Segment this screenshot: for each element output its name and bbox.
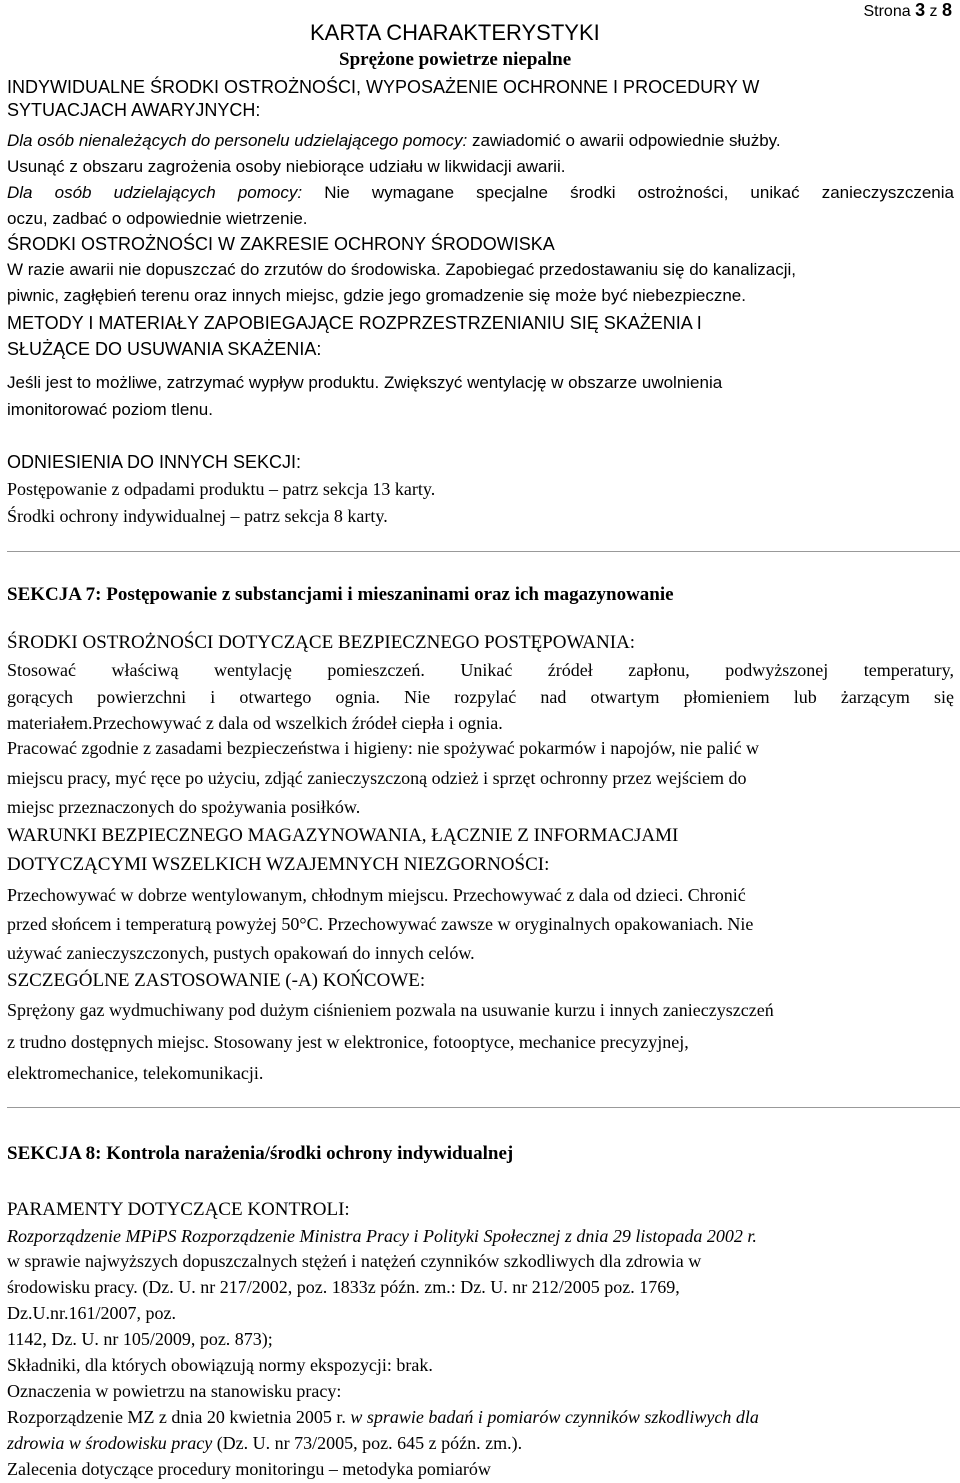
paragraph-storage-3: używać zanieczyszczonych, pustych opakowań do innych celów.: [7, 943, 475, 963]
regulation-line-1: Rozporządzenie MPiPS Rozporządzenie Ministra Pracy i Polityki Społecznej z dnia 29 listopada 2002 r.: [7, 1226, 757, 1246]
section-divider: [7, 1107, 960, 1108]
paragraph-hygiene-2: miejscu pracy, myć ręce po użyciu, zdjąć zanieczyszczoną odzież i sprzęt ochronny przez wejściem do: [7, 768, 747, 788]
paragraph-environment-2: piwnic, zagłębień terenu oraz innych miejsc, gdzie jego gromadzenie się może być niebezpieczne.: [7, 286, 746, 305]
heading-containment: METODY I MATERIAŁY ZAPOBIEGAJĄCE ROZPRZESTRZENIANIU SIĘ SKAŻENIA I SŁUŻĄCE DO USUWANIA SKAŻENIA:: [7, 313, 702, 359]
monitoring-recommendations: Zalecenia dotyczące procedury monitoringu – metodyka pomiarów: [7, 1459, 491, 1479]
paragraph-hygiene-3: miejsc przeznaczonych do spożywania posiłków.: [7, 797, 361, 817]
heading-personal-precautions: INDYWIDUALNE ŚRODKI OSTROŻNOŚCI, WYPOSAŻENIE OCHRONNE I PROCEDURY W SYTUACJACH AWARYJNYCH:: [7, 77, 760, 120]
section-7-title: SEKCJA 7: Postępowanie z substancjami i mieszaninami oraz ich magazynowanie: [7, 584, 674, 605]
paragraph-uses-2: z trudno dostępnych miejsc. Stosowany jest w elektronice, fotooptyce, mechanice precyzyjnej,: [7, 1032, 689, 1052]
paragraph-storage-1: Przechowywać w dobrze wentylowanym, chłodnym miejscu. Przechowywać z dala od dzieci. Chronić: [7, 885, 746, 905]
regulation-line-5: 1142, Dz. U. nr 105/2009, poz. 873);: [7, 1329, 273, 1349]
paragraph-methods-2: imonitorować poziom tlenu.: [7, 400, 213, 419]
heading-safe-handling: ŚRODKI OSTROŻNOŚCI DOTYCZĄCE BEZPIECZNEGO POSTĘPOWANIA:: [7, 632, 636, 653]
heading-control-parameters: PARAMENTY DOTYCZĄCE KONTROLI:: [7, 1199, 350, 1220]
paragraph-emergency-responders: Dla osób udzielających pomocy: Nie wymagane specjalne środki ostrożności, unikać zanieczyszczenia: [7, 183, 954, 202]
paragraph-uses-1: Sprężony gaz wydmuchiwany pod dużym ciśnieniem pozwala na usuwanie kurzu i innych zanieczyszczeń: [7, 1000, 774, 1020]
reference-waste: Postępowanie z odpadami produktu – patrz sekcja 13 karty.: [7, 479, 436, 499]
heading-storage: WARUNKI BEZPIECZNEGO MAGAZYNOWANIA, ŁĄCZNIE Z INFORMACJAMI DOTYCZĄCYMI WSZELKICH WZAJEMNYCH NIEZGORNOŚCI:: [7, 825, 679, 875]
exposure-norms: Składniki, dla których obowiązują normy ekspozycji: brak.: [7, 1355, 433, 1375]
heading-environmental: ŚRODKI OSTROŻNOŚCI W ZAKRESIE OCHRONY ŚRODOWISKA: [7, 234, 555, 254]
page-current: 3: [915, 0, 926, 20]
regulation-line-4: Dz.U.nr.161/2007, poz.: [7, 1303, 176, 1323]
section-divider: [7, 551, 960, 552]
page-total: 8: [941, 0, 952, 20]
section-8-title: SEKCJA 8: Kontrola narażenia/środki ochrony indywidualnej: [7, 1143, 514, 1164]
paragraph-non-emergency: Dla osób nienależących do personelu udzielającego pomocy: zawiadomić o awarii odpowiednie służby.: [7, 131, 781, 150]
paragraph-storage-2: przed słońcem i temperaturą powyżej 50°C. Przechowywać zawsze w oryginalnych opakowaniach. Nie: [7, 914, 754, 934]
paragraph-hygiene-1: Pracować zgodnie z zasadami bezpieczeństwa i higieny: nie spożywać pokarmów i napojów, nie palić w: [7, 738, 760, 758]
page-sep: z: [929, 3, 938, 20]
paragraph-uses-3: elektromechanice, telekomunikacji.: [7, 1063, 264, 1083]
page-number: [863, 0, 952, 21]
paragraph-ventilation: oczu, zadbać o odpowiednie wietrzenie.: [7, 209, 308, 228]
page-label: Strona: [863, 3, 911, 20]
regulation-line-3: środowisku pracy. (Dz. U. nr 217/2002, poz. 1833z późn. zm.: Dz. U. nr 212/2005 poz. 1769,: [7, 1277, 680, 1297]
product-name: Sprężone powietrze niepalne: [339, 49, 572, 70]
paragraph-environment-1: W razie awarii nie dopuszczać do zrzutów do środowiska. Zapobiegać przedostawaniu się do kanalizacji,: [7, 260, 797, 279]
reference-ppe: Środki ochrony indywidualnej – patrz sekcja 8 karty.: [7, 506, 388, 526]
regulation-mz-line-2: zdrowia w środowisku pracy (Dz. U. nr 73/2005, poz. 645 z późn. zm.).: [7, 1433, 523, 1453]
paragraph-remove-persons: Usunąć z obszaru zagrożenia osoby niebiorące udziału w likwidacji awarii.: [7, 157, 566, 176]
paragraph-handling-2: gorących powierzchni i otwartego ognia. Nie rozpylać nad otwartym płomieniem lub żarzącym się: [7, 687, 954, 707]
heading-references: ODNIESIENIA DO INNYCH SEKCJI:: [7, 452, 302, 472]
paragraph-handling-1: Stosować właściwą wentylację pomieszczeń. Unikać źródeł zapłonu, podwyższonej temperatury,: [7, 660, 954, 680]
paragraph-handling-3: materiałem.Przechowywać z dala od wszelkich źródeł ciepła i ognia.: [7, 713, 503, 733]
workplace-air-label: Oznaczenia w powietrzu na stanowisku pracy:: [7, 1381, 342, 1401]
paragraph-methods-1: Jeśli jest to możliwe, zatrzymać wypływ produktu. Zwiększyć wentylację w obszarze uwolnienia: [7, 373, 723, 392]
heading-specific-uses: SZCZEGÓLNE ZASTOSOWANIE (-A) KOŃCOWE:: [7, 970, 426, 991]
regulation-mz-line-1: Rozporządzenie MZ z dnia 20 kwietnia 2005 r. w sprawie badań i pomiarów czynników szkodliwych dla: [7, 1407, 759, 1427]
document-title: KARTA CHARAKTERYSTYKI: [310, 20, 600, 45]
regulation-line-2: w sprawie najwyższych dopuszczalnych stężeń i natężeń czynników szkodliwych dla zdrowia w: [7, 1251, 702, 1271]
